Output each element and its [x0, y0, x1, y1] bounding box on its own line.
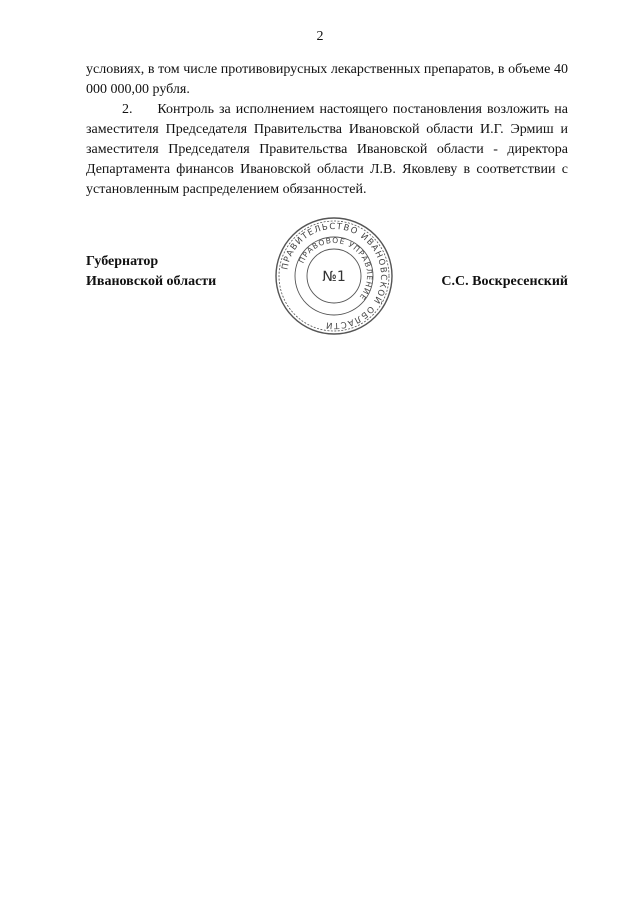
official-seal	[272, 214, 396, 338]
seal-number: №1	[322, 269, 346, 285]
signatory-title-line2: Ивановской области	[86, 274, 217, 289]
signatory-title-line1: Губернатор	[86, 254, 159, 269]
page-number: 2	[316, 29, 324, 44]
paragraph-item-2: 2. Контроль за исполнением настоящего постановления возложить на заместителя Председателя Правительства Ивановской области И.Г. Эрмиш и заместителя Председателя Правительства Ивановской области - директора Департамента финансов Ивановской области Л.В. Яковлеву в соответствии с установленным распределением обязанностей.	[86, 102, 568, 197]
document-body	[86, 60, 568, 200]
seal-ring-text: ПРАВИТЕЛЬСТВО ИВАНОВСКОЙ ОБЛАСТИ	[280, 221, 389, 331]
seal-inner-text: ПРАВОВОЕ УПРАВЛЕНИЕ	[296, 235, 375, 303]
signatory-name: С.С. Воскресенский	[441, 274, 568, 289]
paragraph-continuation: условиях, в том числе противовирусных лекарственных препаратов, в объеме 40 000 000,00 рубля.	[86, 62, 568, 97]
signatory-title	[86, 252, 216, 292]
